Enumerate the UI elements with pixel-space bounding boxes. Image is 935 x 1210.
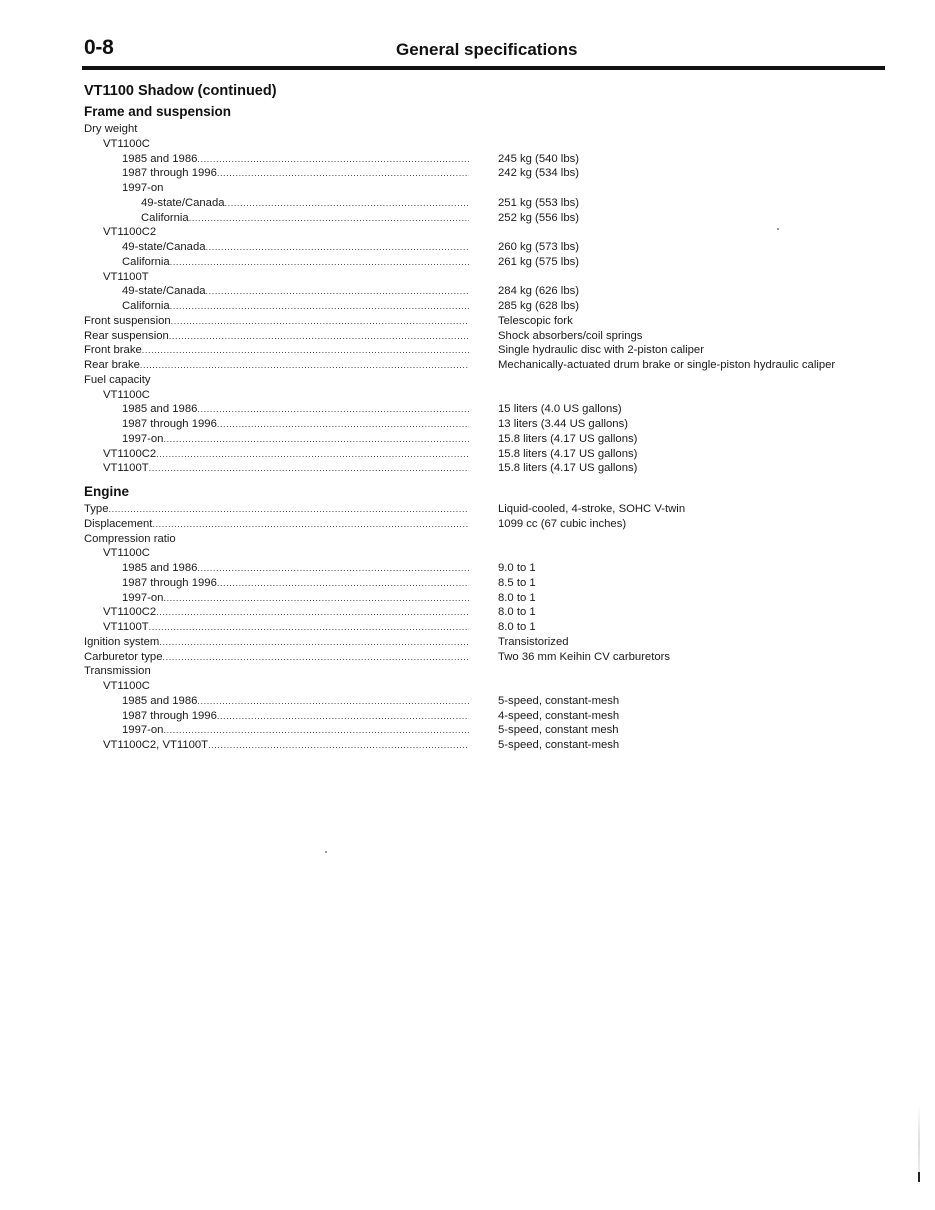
- spec-row: [84, 709, 884, 724]
- dot-leader: [206, 284, 469, 299]
- spec-row: [84, 343, 884, 358]
- spec-label-wrap: [122, 255, 469, 270]
- spec-value: 15 liters (4.0 US gallons): [498, 403, 622, 416]
- spec-row: [84, 635, 884, 650]
- spec-label: Dry weight: [84, 123, 138, 135]
- spec-row: [84, 358, 884, 373]
- dot-leader: [163, 591, 469, 606]
- scan-speck: [777, 228, 779, 230]
- spec-label-wrap: [122, 694, 469, 709]
- spec-label: Front suspension: [84, 314, 171, 327]
- spec-row: [84, 196, 884, 211]
- dot-leader: [189, 211, 469, 226]
- spec-row: [84, 447, 884, 462]
- spec-label-wrap: [122, 402, 469, 417]
- dot-leader: [217, 709, 469, 724]
- spec-label: 1997-on: [122, 182, 164, 194]
- spec-label: Ignition system: [84, 635, 160, 648]
- spec-row: [84, 329, 884, 344]
- dot-leader: [159, 635, 469, 650]
- spec-label-wrap: [84, 358, 469, 373]
- spec-row: [84, 502, 884, 517]
- scan-speck: [325, 851, 327, 853]
- spec-label: VT1100C: [103, 388, 150, 401]
- spec-value: Mechanically-actuated drum brake or single-piston hydraulic caliper: [498, 359, 836, 371]
- spec-label: 1985 and 1986: [122, 403, 198, 416]
- spec-value: 8.0 to 1: [498, 606, 536, 619]
- spec-row: [84, 240, 884, 255]
- dot-leader: [170, 299, 469, 314]
- spec-label: 49-state/Canada: [122, 285, 206, 298]
- spec-label-wrap: [122, 152, 469, 167]
- spec-label: VT1100C: [103, 680, 150, 692]
- spec-label-wrap: [103, 679, 469, 694]
- spec-label-wrap: [103, 461, 469, 476]
- spec-row: [84, 650, 884, 665]
- spec-label-wrap: [103, 605, 469, 620]
- spec-row: [84, 270, 884, 285]
- header-divider: [82, 66, 885, 70]
- spec-label: 1987 through 1996: [122, 709, 217, 722]
- dot-leader: [149, 620, 469, 635]
- dot-leader: [140, 358, 469, 373]
- page-header: [84, 36, 884, 66]
- spec-value: 8.5 to 1: [498, 576, 536, 589]
- dot-leader: [217, 576, 469, 591]
- spec-label: 1987 through 1996: [122, 576, 217, 589]
- dot-leader: [163, 650, 470, 665]
- spec-value: Shock absorbers/coil springs: [498, 329, 643, 342]
- spec-value: 245 kg (540 lbs): [498, 152, 580, 165]
- spec-label-wrap: [103, 620, 469, 635]
- dot-leader: [142, 343, 469, 358]
- spec-value: 15.8 liters (4.17 US gallons): [498, 447, 638, 460]
- spec-row: [84, 664, 884, 679]
- spec-row: [84, 225, 884, 240]
- spec-value: 5-speed, constant-mesh: [498, 694, 620, 707]
- spec-label-wrap: [122, 723, 469, 738]
- spec-row: [84, 723, 884, 738]
- spec-row: [84, 679, 884, 694]
- dot-leader: [206, 240, 469, 255]
- spec-label-wrap: [122, 432, 469, 447]
- spec-row: [84, 152, 884, 167]
- spec-label-wrap: [103, 447, 469, 462]
- spec-row: [84, 432, 884, 447]
- spec-label-wrap: [103, 388, 469, 403]
- spec-row: [84, 561, 884, 576]
- spec-label-wrap: [122, 576, 469, 591]
- spec-label-wrap: [103, 137, 469, 152]
- spec-value: 4-speed, constant-mesh: [498, 709, 620, 722]
- spec-value: 5-speed, constant mesh: [498, 724, 619, 737]
- section-heading-engine: Engine: [84, 484, 130, 499]
- spec-value: Liquid-cooled, 4-stroke, SOHC V-twin: [498, 503, 686, 515]
- spec-row: [84, 738, 884, 753]
- spec-label: 1987 through 1996: [122, 167, 217, 180]
- dot-leader: [197, 152, 469, 167]
- spec-label: VT1100C2: [103, 606, 157, 619]
- dot-leader: [217, 166, 469, 181]
- dot-leader: [217, 417, 469, 432]
- spec-value: Transistorized: [498, 635, 569, 648]
- spec-value: 242 kg (534 lbs): [498, 167, 580, 180]
- page-edge-mark: [918, 1172, 920, 1182]
- spec-row: [84, 137, 884, 152]
- spec-row: [84, 402, 884, 417]
- spec-label-wrap: [84, 122, 469, 137]
- spec-label: 1997-on: [122, 724, 164, 737]
- spec-label: Displacement: [84, 517, 153, 530]
- spec-label-wrap: [122, 166, 469, 181]
- dot-leader: [197, 694, 469, 709]
- spec-label: VT1100C: [103, 137, 150, 150]
- dot-leader: [152, 517, 469, 532]
- spec-value: 251 kg (553 lbs): [498, 196, 580, 209]
- spec-value: Telescopic fork: [498, 314, 573, 327]
- spec-label: Rear brake: [84, 359, 140, 371]
- spec-label-wrap: [122, 591, 469, 606]
- spec-row: [84, 532, 884, 547]
- spec-list-engine: [84, 502, 884, 753]
- spec-row: [84, 299, 884, 314]
- page-number: 0-8: [84, 36, 114, 59]
- spec-row: [84, 166, 884, 181]
- spec-row: [84, 605, 884, 620]
- dot-leader: [149, 461, 469, 476]
- spec-label: 1985 and 1986: [122, 152, 198, 165]
- spec-value: 252 kg (556 lbs): [498, 211, 580, 224]
- spec-label-wrap: [103, 738, 469, 753]
- spec-label: 49-state/Canada: [122, 241, 206, 253]
- spec-list-frame-suspension: [84, 122, 884, 476]
- spec-label-wrap: [103, 546, 469, 561]
- spec-label-wrap: [122, 561, 469, 576]
- page-edge-mark: [918, 1105, 920, 1180]
- spec-label-wrap: [84, 664, 469, 679]
- spec-row: [84, 284, 884, 299]
- spec-label: VT1100T: [103, 462, 149, 475]
- dot-leader: [109, 502, 470, 517]
- spec-label-wrap: [84, 343, 469, 358]
- spec-value: 261 kg (575 lbs): [498, 255, 580, 268]
- dot-leader: [170, 255, 469, 270]
- spec-value: 8.0 to 1: [498, 621, 536, 633]
- spec-label: VT1100C2: [103, 226, 157, 239]
- spec-label-wrap: [122, 284, 469, 299]
- spec-label-wrap: [141, 196, 469, 211]
- spec-row: [84, 694, 884, 709]
- spec-label-wrap: [84, 650, 469, 665]
- spec-row: [84, 591, 884, 606]
- dot-leader: [169, 329, 469, 344]
- spec-label-wrap: [141, 211, 469, 226]
- spec-label-wrap: [103, 270, 469, 285]
- dot-leader: [156, 447, 469, 462]
- spec-value: 284 kg (626 lbs): [498, 285, 580, 298]
- spec-label: VT1100C2, VT1100T: [103, 739, 209, 751]
- dot-leader: [225, 196, 469, 211]
- spec-value: 260 kg (573 lbs): [498, 241, 580, 253]
- spec-value: 285 kg (628 lbs): [498, 300, 580, 312]
- dot-leader: [197, 402, 469, 417]
- spec-value: 13 liters (3.44 US gallons): [498, 418, 628, 430]
- spec-label: Compression ratio: [84, 532, 176, 545]
- spec-label: 1985 and 1986: [122, 694, 198, 707]
- spec-row: [84, 314, 884, 329]
- spec-label: Fuel capacity: [84, 373, 151, 386]
- spec-label-wrap: [122, 299, 469, 314]
- spec-label: Rear suspension: [84, 329, 169, 342]
- spec-row: [84, 122, 884, 137]
- spec-value: Two 36 mm Keihin CV carburetors: [498, 650, 671, 663]
- spec-row: [84, 388, 884, 403]
- spec-label: VT1100T: [103, 621, 149, 633]
- spec-value: Single hydraulic disc with 2-piston caliper: [498, 344, 704, 357]
- spec-label-wrap: [103, 225, 469, 240]
- spec-label: 1997-on: [122, 591, 164, 604]
- spec-label: Type: [84, 503, 109, 515]
- spec-value: 15.8 liters (4.17 US gallons): [498, 432, 638, 445]
- spec-value: 1099 cc (67 cubic inches): [498, 517, 627, 530]
- document-title: VT1100 Shadow (continued): [84, 83, 277, 99]
- spec-label-wrap: [84, 635, 469, 650]
- spec-label-wrap: [122, 240, 469, 255]
- spec-row: [84, 373, 884, 388]
- spec-label-wrap: [84, 517, 469, 532]
- spec-label: California: [122, 300, 170, 312]
- spec-row: [84, 576, 884, 591]
- spec-label: VT1100T: [103, 270, 149, 283]
- spec-value: 15.8 liters (4.17 US gallons): [498, 462, 638, 475]
- spec-label: 1985 and 1986: [122, 562, 198, 574]
- spec-label: California: [141, 211, 189, 224]
- spec-label-wrap: [84, 373, 469, 388]
- spec-label: 1997-on: [122, 432, 164, 445]
- spec-value: 5-speed, constant-mesh: [498, 739, 620, 751]
- spec-row: [84, 211, 884, 226]
- spec-label: Front brake: [84, 344, 142, 357]
- spec-label: Carburetor type: [84, 650, 163, 663]
- dot-leader: [163, 432, 469, 447]
- spec-row: [84, 417, 884, 432]
- spec-label-wrap: [84, 329, 469, 344]
- dot-leader: [156, 605, 469, 620]
- spec-label: California: [122, 255, 170, 268]
- spec-label-wrap: [84, 314, 469, 329]
- spec-label-wrap: [84, 502, 469, 517]
- spec-row: [84, 546, 884, 561]
- dot-leader: [208, 738, 469, 753]
- spec-row: [84, 620, 884, 635]
- spec-label-wrap: [122, 709, 469, 724]
- dot-leader: [171, 314, 469, 329]
- spec-row: [84, 517, 884, 532]
- spec-row: [84, 461, 884, 476]
- spec-label: Transmission: [84, 665, 151, 678]
- spec-label: VT1100C: [103, 547, 150, 560]
- spec-label: 49-state/Canada: [141, 196, 225, 209]
- section-heading-frame-suspension: Frame and suspension: [84, 104, 232, 119]
- spec-row: [84, 181, 884, 196]
- spec-label-wrap: [122, 181, 469, 196]
- spec-value: 8.0 to 1: [498, 591, 536, 604]
- spec-content: [84, 80, 884, 753]
- spec-row: [84, 255, 884, 270]
- dot-leader: [163, 723, 469, 738]
- page-title: General specifications: [396, 40, 578, 59]
- spec-label-wrap: [122, 417, 469, 432]
- spec-label: 1987 through 1996: [122, 418, 217, 430]
- spec-value: 9.0 to 1: [498, 562, 536, 574]
- dot-leader: [197, 561, 469, 576]
- spec-label: VT1100C2: [103, 447, 157, 460]
- spec-label-wrap: [84, 532, 469, 547]
